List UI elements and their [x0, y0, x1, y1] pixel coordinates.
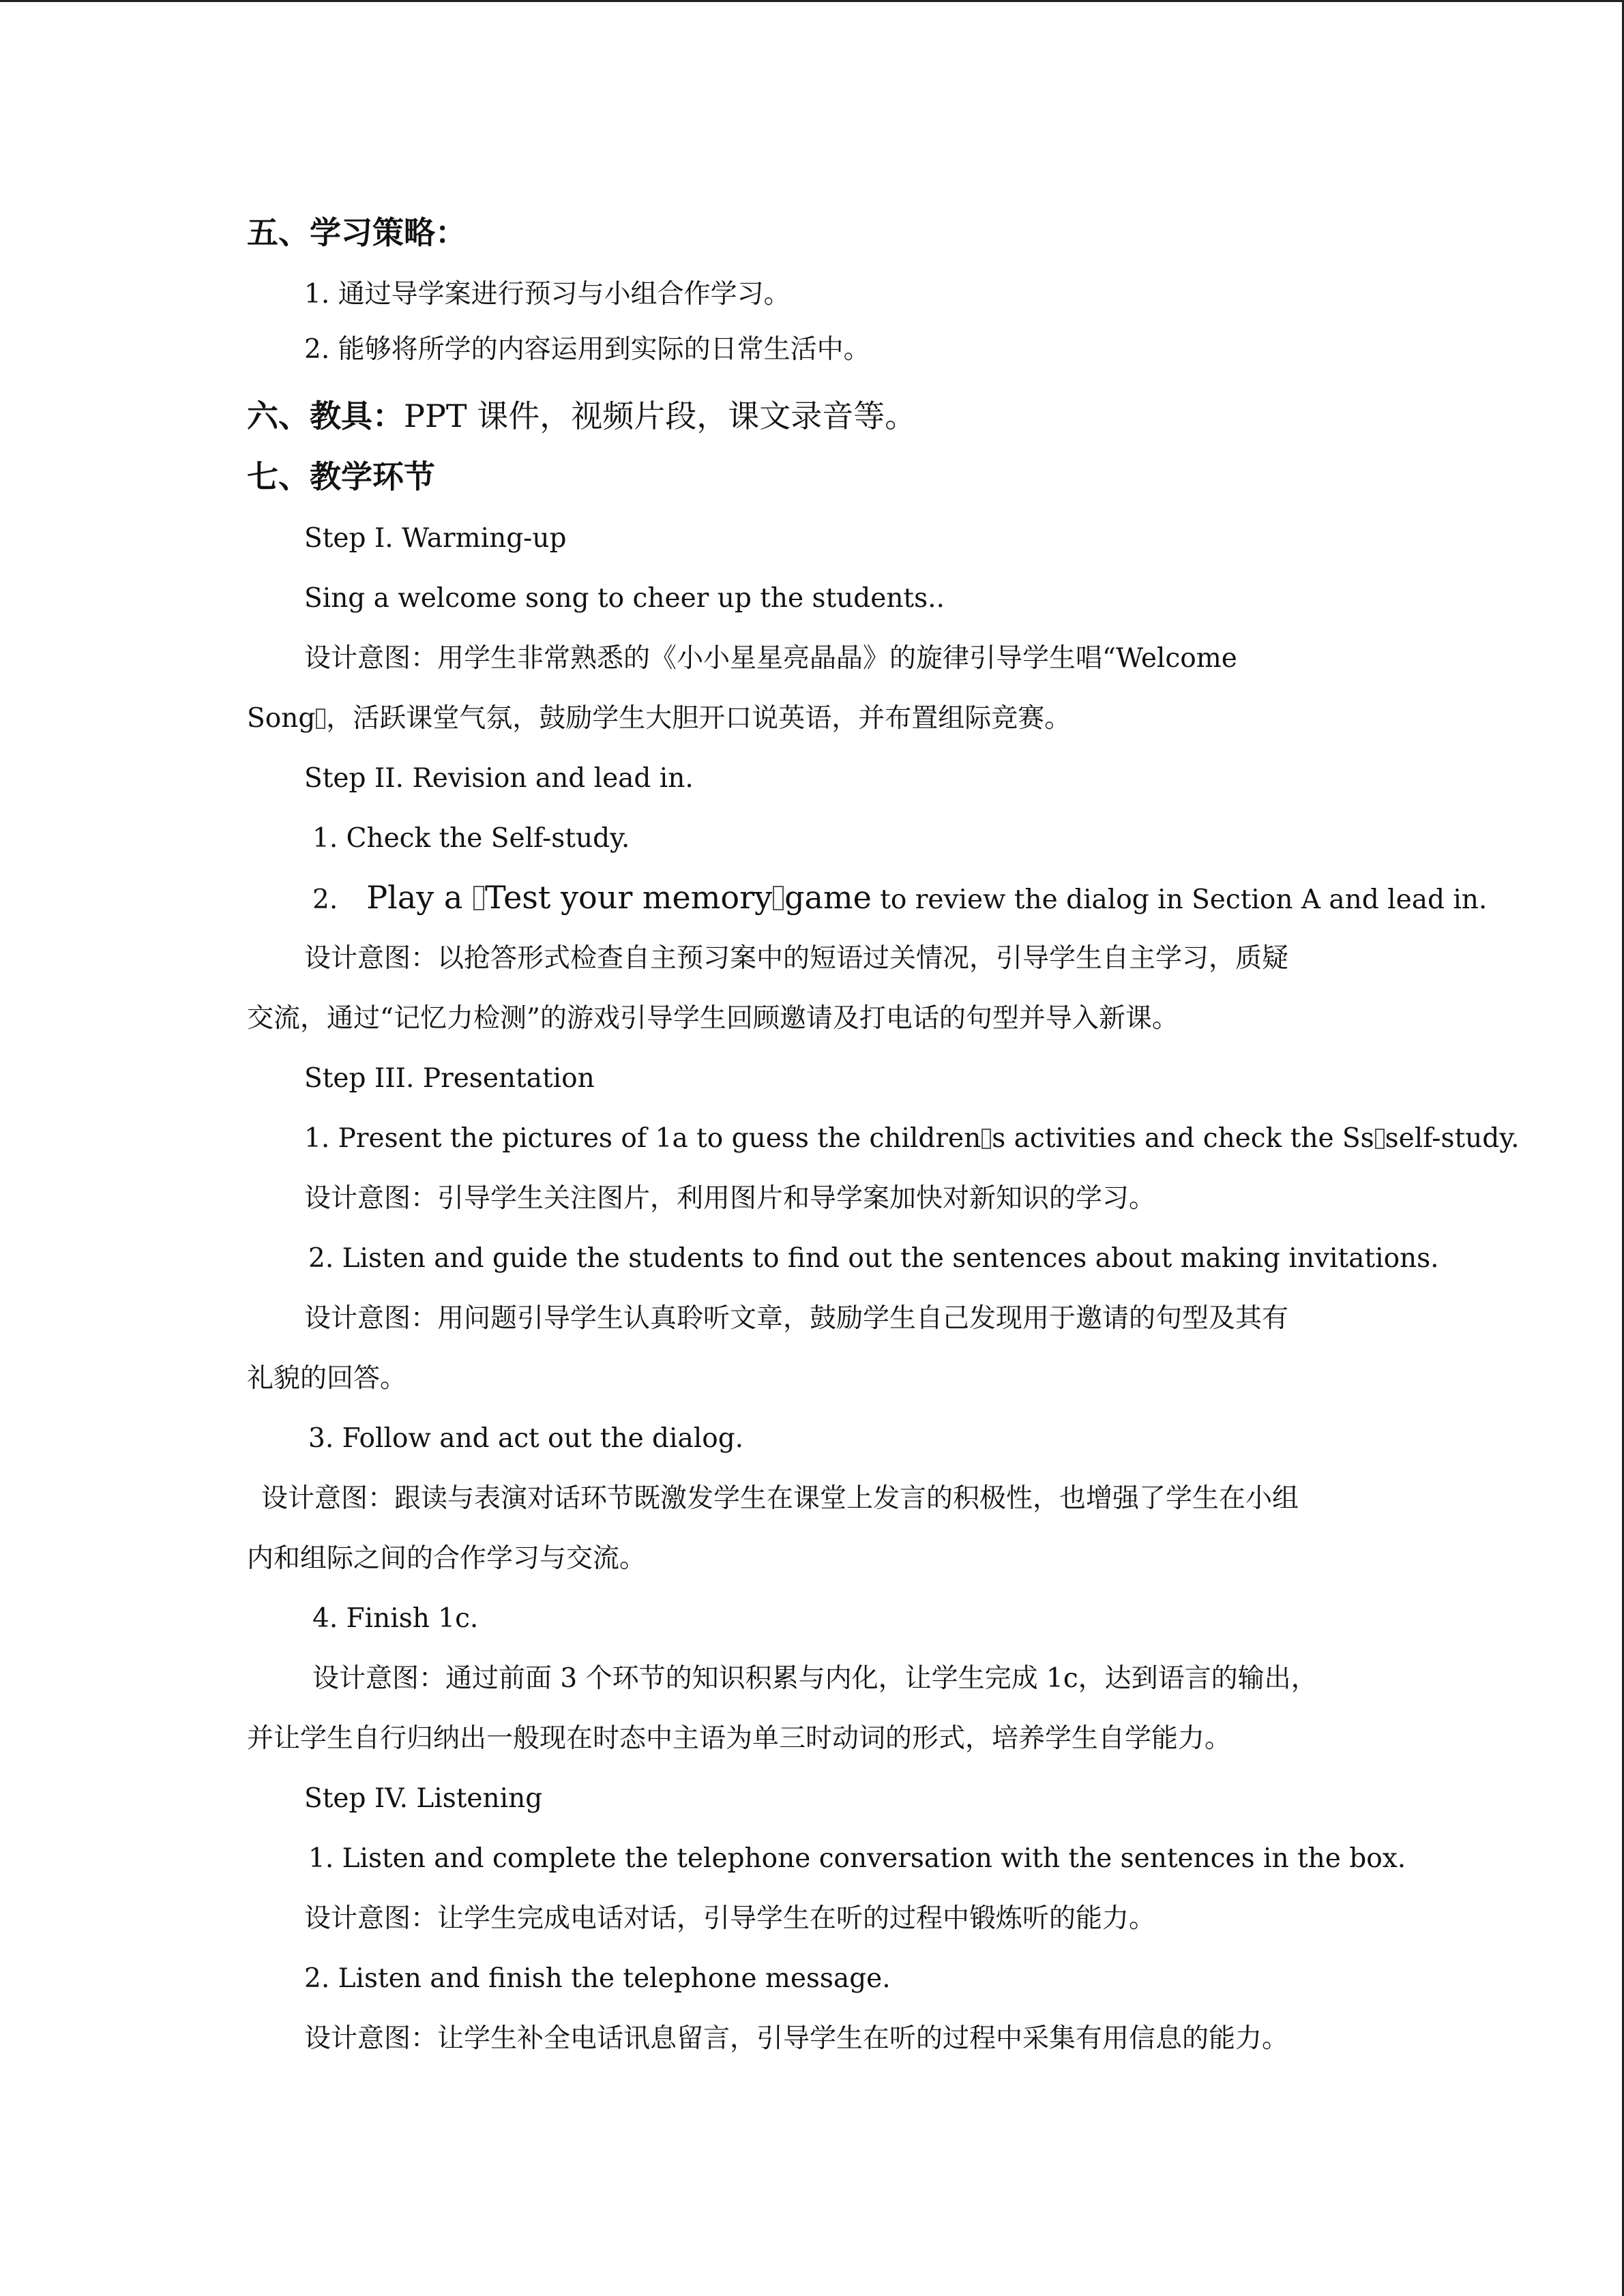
step-2-intent-a: 设计意图：以抢答形式检查自主预习案中的短语过关情况，引导学生自主学习，质疑 — [304, 943, 1289, 974]
section-7-heading: 七、教学环节 — [247, 458, 435, 495]
step-1-intent-b-word: Song — [247, 703, 316, 734]
section-5-item-2: 2. 能够将所学的内容运用到实际的日常生活中。 — [304, 334, 870, 365]
step-2-item-2-game: game — [784, 879, 872, 916]
missing-glyph-icon — [1375, 1129, 1385, 1149]
page-border-top — [0, 0, 1624, 2]
missing-glyph-icon — [473, 886, 484, 910]
step-2-item-2-game-name: Test your memory — [484, 879, 773, 916]
step-2-item-1: 1. Check the Self-study. — [312, 823, 630, 854]
step-3-intent-3a: 设计意图：跟读与表演对话环节既激发学生在课堂上发言的积极性，也增强了学生在小组 — [261, 1483, 1299, 1514]
step-3-item-1 — [304, 1122, 1519, 1156]
step-4-item-2: 2. Listen and finish the telephone message. — [304, 1963, 891, 1994]
section-6-text: PPT 课件，视频片段，课文录音等。 — [404, 398, 917, 434]
step-4-intent-1: 设计意图：让学生完成电话对话，引导学生在听的过程中锻炼听的能力。 — [304, 1903, 1156, 1934]
missing-glyph-icon — [981, 1129, 991, 1149]
step-3-intent-2b: 礼貌的回答。 — [247, 1363, 407, 1394]
step-3-intent-2a: 设计意图：用问题引导学生认真聆听文章，鼓励学生自己发现用于邀请的句型及其有 — [304, 1303, 1289, 1334]
section-5-item-1: 1. 通过导学案进行预习与小组合作学习。 — [304, 279, 791, 310]
step-3-intent-3b: 内和组际之间的合作学习与交流。 — [247, 1543, 647, 1574]
step-3-item-2: 2. Listen and guide the students to find out the sentences about making invitations. — [308, 1243, 1439, 1274]
step-4-intent-2: 设计意图：让学生补全电话讯息留言，引导学生在听的过程中采集有用信息的能力。 — [304, 2023, 1289, 2054]
step-2-item-2-rest: to review the dialog in Section A and lead in. — [871, 884, 1488, 915]
section-6-heading: 六、教具： — [247, 398, 404, 434]
step-3-item-1-a: 1. Present the pictures of 1a to guess the children — [304, 1123, 981, 1154]
step-1-line: Sing a welcome song to cheer up the students.. — [304, 583, 945, 614]
step-3-item-1-b: s activities and check the Ss — [992, 1123, 1374, 1154]
step-1-intent-a: 设计意图：用学生非常熟悉的《小小星星亮晶晶》的旋律引导学生唱“Welcome — [304, 643, 1237, 674]
step-2-item-2-play: Play a — [366, 879, 473, 916]
step-2-title: Step II. Revision and lead in. — [304, 763, 694, 794]
step-2-item-2 — [312, 880, 1487, 917]
step-2-item-2-number: 2. — [312, 884, 338, 915]
section-6-line — [247, 396, 916, 436]
step-3-intent-4a: 设计意图：通过前面 3 个环节的知识积累与内化，让学生完成 1c，达到语言的输出， — [312, 1663, 1318, 1694]
missing-glyph-icon — [316, 709, 325, 729]
step-4-title: Step IV. Listening — [304, 1783, 543, 1814]
step-3-item-1-c: self-study. — [1385, 1123, 1520, 1154]
step-3-title: Step III. Presentation — [304, 1063, 595, 1094]
step-4-item-1: 1. Listen and complete the telephone conversation with the sentences in the box. — [308, 1843, 1406, 1874]
step-1-intent-b — [247, 702, 1071, 736]
step-3-intent-1: 设计意图：引导学生关注图片，利用图片和导学案加快对新知识的学习。 — [304, 1183, 1156, 1214]
missing-glyph-icon — [773, 886, 784, 910]
step-3-item-3: 3. Follow and act out the dialog. — [308, 1423, 744, 1454]
step-3-item-4: 4. Finish 1c. — [312, 1603, 479, 1634]
step-2-intent-b: 交流，通过“记忆力检测”的游戏引导学生回顾邀请及打电话的句型并导入新课。 — [247, 1003, 1179, 1034]
step-1-intent-b-rest: ，活跃课堂气氛，鼓励学生大胆开口说英语，并布置组际竞赛。 — [326, 703, 1072, 734]
section-5-heading: 五、学习策略： — [247, 214, 467, 251]
step-1-title: Step I. Warming-up — [304, 523, 567, 554]
step-3-intent-4b: 并让学生自行归纳出一般现在时态中主语为单三时动词的形式，培养学生自学能力。 — [247, 1723, 1232, 1754]
